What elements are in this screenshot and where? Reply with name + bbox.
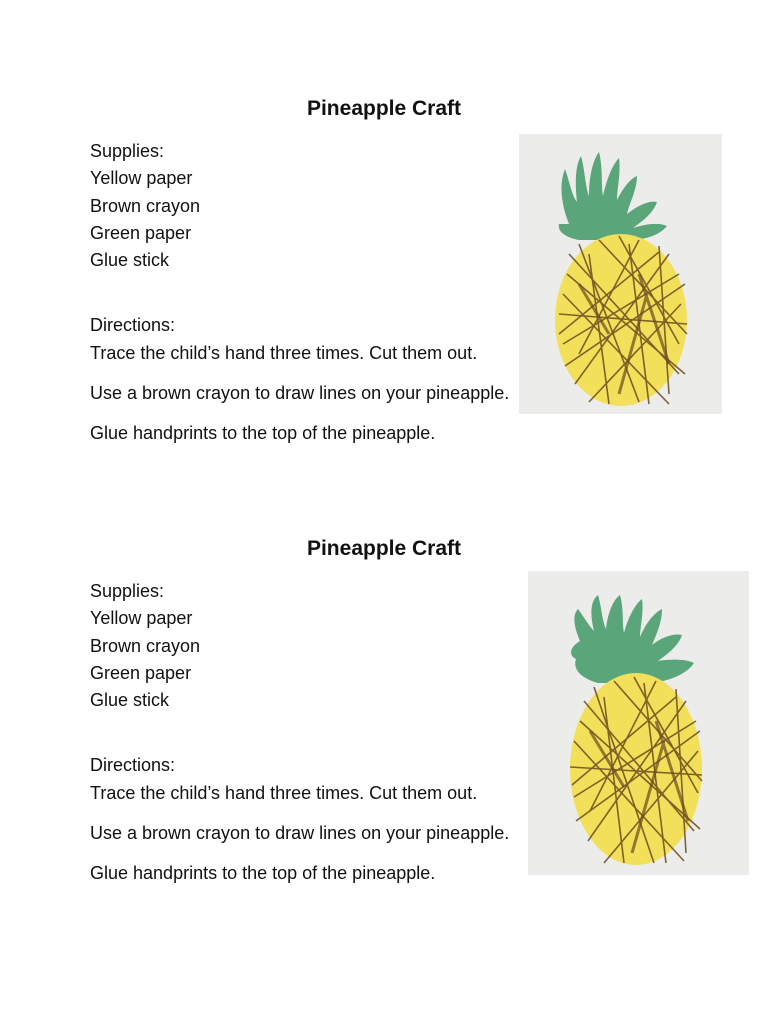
direction-step-1: Trace the child’s hand three times. Cut them out. — [90, 342, 478, 363]
craft-instructions — [90, 138, 510, 448]
directions-heading: Directions: — [90, 755, 176, 776]
craft-instructions — [90, 578, 510, 888]
supply-item: Green paper — [90, 662, 192, 683]
supply-item: Yellow paper — [90, 608, 193, 629]
supplies-list — [90, 165, 510, 274]
supplies-list — [90, 605, 510, 714]
pineapple-illustration — [519, 134, 722, 414]
section-title: Pineapple Craft — [306, 537, 462, 560]
direction-step-2: Use a brown crayon to draw lines on your pineapple. — [90, 383, 510, 404]
supply-item: Glue stick — [90, 690, 170, 711]
supplies-heading: Supplies: — [90, 141, 165, 161]
supply-item: Glue stick — [90, 250, 170, 271]
directions-heading: Directions: — [90, 315, 176, 336]
supply-item: Brown crayon — [90, 195, 201, 216]
supply-item: Yellow paper — [90, 168, 193, 189]
direction-step-1: Trace the child’s hand three times. Cut them out. — [90, 782, 478, 803]
pineapple-craft-photo — [519, 134, 722, 414]
supply-item: Brown crayon — [90, 635, 201, 656]
section-title: Pineapple Craft — [306, 97, 462, 120]
direction-step-3: Glue handprints to the top of the pineapple. — [90, 863, 436, 884]
direction-step-3: Glue handprints to the top of the pineapple. — [90, 423, 436, 444]
supplies-heading: Supplies: — [90, 581, 165, 601]
direction-step-2: Use a brown crayon to draw lines on your pineapple. — [90, 823, 510, 844]
supply-item: Green paper — [90, 222, 192, 243]
pineapple-illustration — [528, 571, 749, 875]
pineapple-craft-photo — [528, 571, 749, 875]
